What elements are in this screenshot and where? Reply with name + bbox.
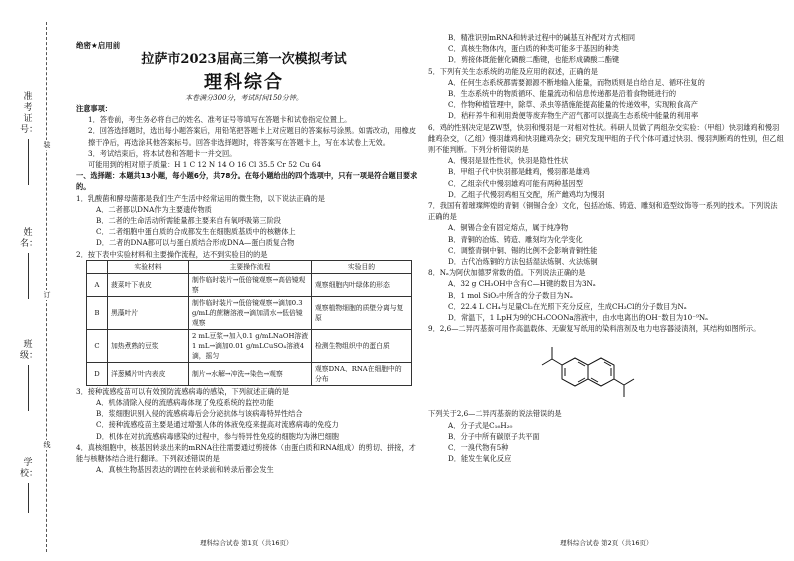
left-column [76, 103, 418, 475]
question-9-stem: 9．2,6—二异丙基萘可用作高温载体、无碳复写纸用的染料溶剂及电力电容器浸渍剂，其结构如图所示。 [428, 324, 761, 334]
question-6-stem: 6．鸡的性别决定是ZW型，快羽和慢羽是一对相对性状。科研人员做了两组杂交实验：（甲组）快羽雄鸡和慢羽雌鸡杂交，（乙组）慢羽雄鸡和快羽雌鸡杂交；研究发现甲组的子代个体可通过快羽、慢羽判断鸡的性别，但乙组则不能判断。下列分析错误的是 [428, 122, 784, 155]
class-label: 班级： [20, 340, 39, 361]
question-7-option: C．调整青铜中铜、锡的比例不会影响青铜性能 [448, 245, 598, 255]
question-2-stem: 2．按下表中实验材料和主要操作流程，达不到实验目的的是 [76, 249, 268, 259]
table-cell: 制作临时装片→低倍镜观察→滴加0.3 g/mL的蔗糖溶液→滴加清水→低倍镜观察 [189, 296, 312, 329]
table-row [87, 296, 412, 329]
table-cell: 加热煮熟的豆浆 [108, 329, 189, 362]
binding-margin [0, 0, 62, 561]
question-5-option: B．生态系统中的物质循环、能量流动和信息传递都是沿着食物链进行的 [448, 89, 677, 99]
exam-number-field [20, 92, 39, 185]
table-cell: 检测生物组织中的蛋白质 [312, 329, 412, 362]
question-3-stem: 3．接种流感疫苗可以有效预防流感病毒的感染，下列叙述正确的是 [76, 386, 290, 396]
question-7-option: A．铜锡合金有固定熔点，属于纯净物 [448, 223, 569, 233]
school-field [20, 458, 39, 513]
table-row [87, 329, 412, 362]
question-4-stem: 4．真核细胞中，核基因转录出来的mRNA往往需要通过剪接体（由蛋白质和RNA组成）的剪切、拼接，才能与核糖体结合进行翻译。下列叙述错误的是 [76, 442, 416, 464]
question-4-option: B．精准识别mRNA和转录过程中的碱基互补配对方式相同 [448, 33, 636, 42]
table-header-cell: 实验目的 [312, 260, 412, 273]
notes-heading: 注意事项： [76, 104, 112, 113]
notes-item: 3．考试结束后，将本试卷和答题卡一并交回。 [88, 148, 237, 158]
exam-number-label: 准考证号： [20, 92, 39, 135]
question-7-option: B．青铜的冶炼、铸造、雕刻均为化学变化 [448, 234, 583, 244]
question-7-stem: 7．我国有着璀璨辉煌的青铜（铜锡合金）文化，包括冶炼、铸造、雕刻和造型纹饰等一系列的技术。下列说法正确的是 [428, 201, 778, 222]
question-5-option: C．作物种植管理中，除草、杀虫等措施能提高能量的传递效率，实现粮食高产 [448, 100, 698, 110]
secret-mark: 绝密★启用前 [76, 41, 121, 50]
question-9-option: A．分子式是C₁₆H₂₀ [448, 420, 513, 430]
table-cell: 菠菜叶下表皮 [108, 273, 189, 296]
question-4-option: D．剪接体既能催化磷酸二酯键，也能形成磷酸二酯键 [448, 55, 620, 65]
binding-mark: 订 [43, 291, 51, 299]
table-cell: B [87, 296, 108, 329]
question-1-option: B．二者的生命活动所需能量都主要来自有氧呼吸第三阶段 [96, 216, 281, 226]
atomic-masses: 可能用到的相对原子质量：H 1 C 12 N 14 O 16 Cl 35.5 Cr 52 Cu 64 [88, 160, 322, 170]
question-1-option: D．二者的DNA都可以与蛋白质结合形成DNA—蛋白质复合物 [96, 238, 295, 248]
molecule-structure-diagram [538, 338, 658, 404]
question-6-option: B．甲组子代中快羽都是雌鸡，慢羽都是雄鸡 [448, 167, 590, 177]
question-6-option: D．乙组子代慢羽鸡相互交配，所产雌鸡均为慢羽 [448, 189, 605, 199]
table-row [87, 362, 412, 385]
table-cell: 观察细胞内叶绿体的形态 [312, 273, 412, 296]
page-footer-right: 理科综合试卷 第2页（共16页） [560, 539, 653, 547]
right-column [428, 32, 784, 465]
question-5-stem: 5．下列有关生态系统的功能及应用的叙述，正确的是 [428, 66, 598, 76]
name-label: 姓名： [20, 228, 39, 249]
table-cell: 制片→水解→冲洗→染色→观察 [189, 362, 312, 385]
exam-subject: 理科综合 [204, 72, 284, 93]
class-field [20, 340, 39, 411]
name-field [20, 228, 39, 299]
table-header-cell: 主要操作流程 [189, 260, 312, 273]
question-2-table [86, 260, 412, 386]
question-9-option: C．一溴代物有5种 [448, 443, 509, 453]
exam-info: 本卷满分300分，考试时间150分钟。 [185, 94, 303, 102]
school-label: 学校： [20, 458, 39, 479]
table-cell: C [87, 329, 108, 362]
table-cell: A [87, 273, 108, 296]
question-1-stem: 1．乳酸菌和酵母菌都是我们生产生活中经常运用的微生物，以下说法正确的是 [76, 193, 325, 203]
table-header-cell: 实验材料 [108, 260, 189, 273]
question-9-option: B．分子中所有碳原子共平面 [448, 431, 540, 441]
question-8-stem: 8．Nₐ为阿伏加德罗常数的值。下列说法正确的是 [428, 268, 586, 278]
binding-dashed-line [46, 22, 47, 552]
question-8-option: A．32 g CH₃OH中含有C—H键的数目为3Nₐ [448, 279, 596, 289]
section-heading: 一、选择题：本题共13小题，每小题6分，共78分。在每小题给出的四个选项中，只有一项是符合题目要求的。 [76, 171, 418, 192]
exam-title: 拉萨市2023届高三第一次模拟考试 [141, 52, 347, 67]
table-cell: 观察DNA、RNA在细胞中的分布 [312, 362, 412, 385]
question-3-option: A．机体清除入侵的流感病毒体现了免疫系统的监控功能 [96, 398, 274, 408]
table-cell: D [87, 362, 108, 385]
table-row [87, 273, 412, 296]
question-4-option: C．真核生物体内，蛋白质的种类可能多于基因的种类 [448, 44, 619, 54]
question-6-option: A．慢羽是显性性状，快羽是隐性性状 [448, 156, 569, 166]
question-9-option: D．能发生氧化反应 [448, 454, 512, 464]
question-4-option: A．真核生物基因表达的调控在转录前和转录后都会发生 [96, 465, 274, 475]
table-cell: 2 mL豆浆→加入0.1 g/mLNaOH溶液1 mL→滴加0.01 g/mLCuSO₄溶液4滴，摇匀 [189, 329, 312, 362]
question-3-option: C．接种流感疫苗主要是通过增强人体的体液免疫来提高对流感病毒的免疫力 [96, 420, 339, 430]
question-3-option: B．浆细胞识别入侵的流感病毒后会分泌抗体与该病毒特异性结合 [96, 409, 303, 419]
question-1-option: C．二者细胞中蛋白质的合成都发生在细胞质基质中的核糖体上 [96, 227, 296, 237]
question-8-option: B．1 mol SiO₂中所含的分子数目为Nₐ [448, 290, 573, 300]
table-cell: 观察植物细胞的质壁分离与复原 [312, 296, 412, 329]
binding-mark: 线 [43, 441, 51, 449]
question-5-option: A．任何生态系统都需要源源不断地输入能量，而物质则是自给自足、循环往复的 [448, 77, 705, 87]
question-9-follow: 下列关于2,6—二异丙基萘的说法错误的是 [428, 409, 562, 419]
question-3-option: D．机体在对抗流感病毒感染的过程中，参与特异性免疫的细胞均为淋巴细胞 [96, 431, 339, 441]
binding-mark: 装 [43, 141, 51, 149]
notes-item: 2．回答选择题时，选出每小题答案后，用铅笔把答题卡上对应题目的答案标号涂黑。如需改动，用橡皮擦干净后，再选涂其他答案标号。回答非选择题时，将答案写在答题卡上，写在本试卷上无效。 [88, 126, 417, 147]
question-8-option: D．常温下，1 LpH为9的CH₃COONa溶液中，由水电离出的OH⁻数目为10⁻⁹Nₐ [448, 313, 708, 323]
question-1-option: A．二者都以DNA作为主要遗传物质 [96, 204, 212, 214]
notes-item: 1．答卷前，考生务必将自己的姓名、准考证号等填写在答题卡和试卷指定位置上。 [88, 115, 352, 125]
table-cell: 洋葱鳞片叶内表皮 [108, 362, 189, 385]
question-7-option: D．古代冶炼铜的方法包括湿法炼铜、火法炼铜 [448, 257, 598, 267]
table-cell: 制作临时装片→低倍镜观察→高倍镜观察 [189, 273, 312, 296]
table-header-row [87, 260, 412, 273]
table-cell: 黑藻叶片 [108, 296, 189, 329]
question-8-option: C．22.4 L CH₄与足量Cl₂在光照下充分反应，生成CH₃Cl的分子数目为Nₐ [448, 301, 687, 311]
question-5-option: D．秸秆养牛和利用粪便等废弃物生产沼气都可以提高生态系统中能量的利用率 [448, 111, 699, 121]
page-footer-left: 理科综合试卷 第1页（共16页） [200, 539, 293, 547]
question-6-option: C．乙组亲代中慢羽雄鸡可能有两种基因型 [448, 178, 583, 188]
table-header-cell [87, 260, 108, 273]
